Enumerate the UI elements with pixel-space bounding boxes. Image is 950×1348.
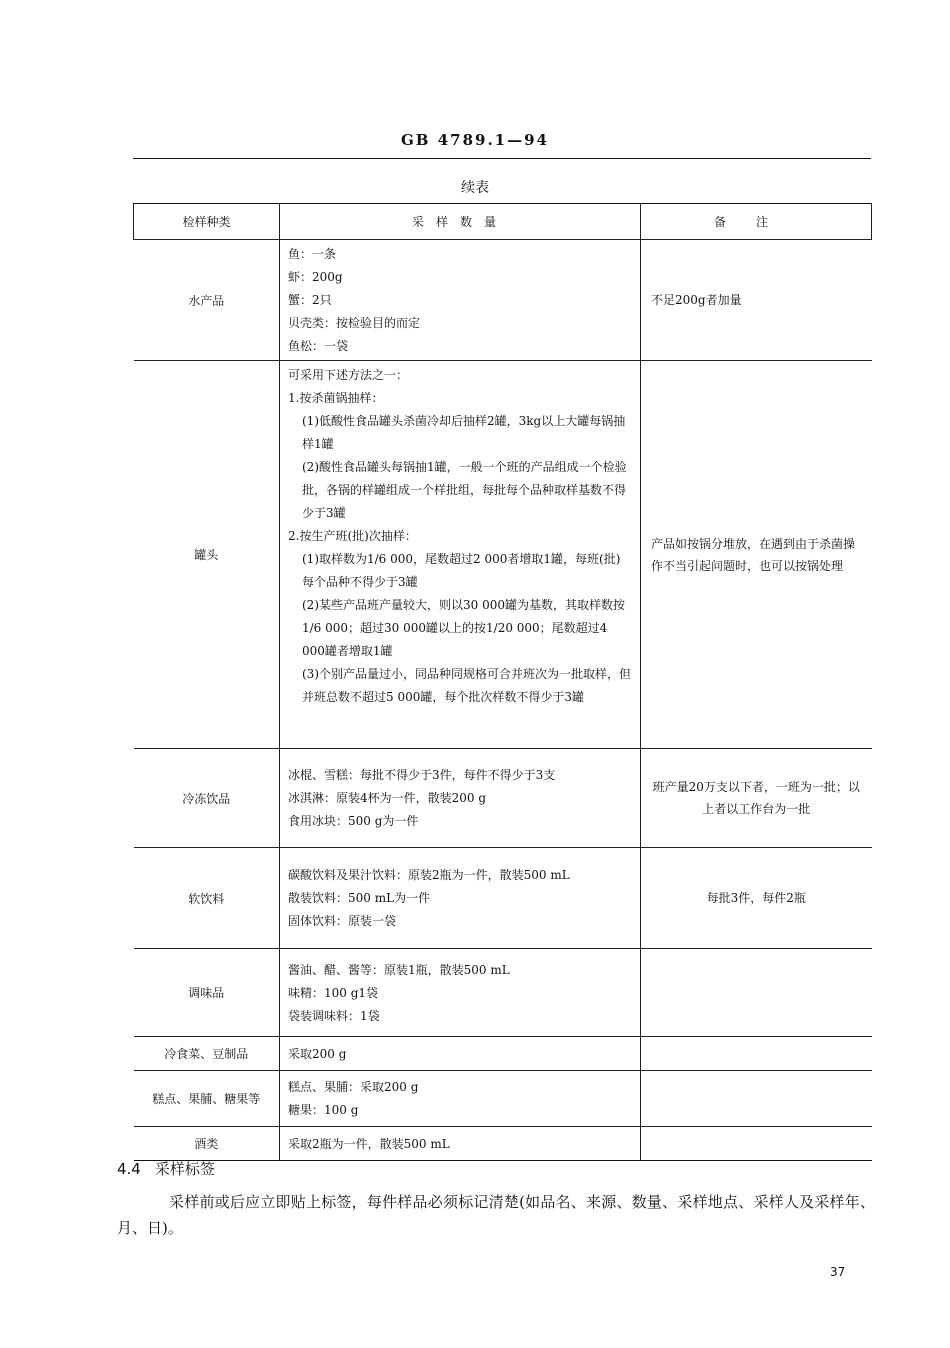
- quantity-line: 贝壳类：按检验目的而定: [288, 316, 421, 330]
- quantity-line: 虾：200g: [288, 270, 343, 284]
- quantity-line: 鱼：一条: [288, 247, 337, 261]
- row-quantity: [280, 1071, 641, 1127]
- quantity-line: 冰棍、雪糕：每批不得少于3件，每件不得少于3支: [288, 768, 556, 782]
- header-rule: [133, 158, 871, 159]
- row-quantity: [280, 361, 641, 749]
- quantity-line: 碳酸饮料及果汁饮料：原装2瓶为一件，散装500 mL: [288, 868, 570, 882]
- row-category: 酒类: [134, 1127, 280, 1161]
- quantity-line: 食用冰块：500 g为一件: [288, 814, 419, 828]
- quantity-line: 固体饮料：原装一袋: [288, 914, 397, 928]
- quantity-line: 2.按生产班(批)次抽样：: [288, 529, 417, 543]
- quantity-line: 冰淇淋：原装4杯为一件，散装200 g: [288, 791, 487, 805]
- table-row: [134, 848, 872, 949]
- row-note: [641, 1037, 872, 1071]
- quantity-line: 糕点、果脯：采取200 g: [288, 1080, 419, 1094]
- column-header-note: 备注: [641, 204, 872, 240]
- quantity-line: 味精：100 g1袋: [288, 985, 379, 1000]
- row-note: 班产量20万支以下者，一班为一批；以上者以工作台为一批: [641, 749, 872, 848]
- table-row: [134, 1127, 872, 1161]
- quantity-line: (1)取样数为1/6 000，尾数超过2 000者增取1罐，每班(批)每个品种不得少于3罐: [302, 552, 621, 589]
- row-category: 水产品: [134, 240, 280, 361]
- row-note: [641, 1127, 872, 1161]
- quantity-line: (2)酸性食品罐头每锅抽1罐，一般一个班的产品组成一个检验批，各锅的样罐组成一个样批组，每批每个品种取样基数不得少于3罐: [302, 460, 627, 520]
- table-row: [134, 749, 872, 848]
- quantity-line: (1)低酸性食品罐头杀菌冷却后抽样2罐，3kg以上大罐每锅抽样1罐: [302, 414, 626, 451]
- table-row: [134, 949, 872, 1037]
- section-number: 4.4: [117, 1160, 141, 1178]
- row-quantity: [280, 749, 641, 848]
- section-paragraph: 采样前或后应立即贴上标签，每件样品必须标记清楚(如品名、来源、数量、采样地点、采样人及采样年、月、日)。: [117, 1193, 875, 1237]
- row-category: 软饮料: [134, 848, 280, 949]
- row-category: 冷冻饮品: [134, 749, 280, 848]
- table-row: [134, 1037, 872, 1071]
- row-quantity: [280, 1037, 641, 1071]
- quantity-line: 1.按杀菌锅抽样：: [288, 391, 384, 405]
- row-note: [641, 1071, 872, 1127]
- quantity-line: (3)个别产品量过小，同品种同规格可合并班次为一批取样，但并班总数不超过5 000罐，每个批次样数不得少于3罐: [302, 667, 632, 704]
- table-row: [134, 1071, 872, 1127]
- section-title: 采样标签: [154, 1160, 215, 1178]
- section-heading: [117, 1158, 215, 1179]
- table-header-row: [134, 204, 872, 240]
- quantity-line: 采取2瓶为一件，散装500 mL: [288, 1136, 450, 1151]
- column-header-quantity: 采样数量: [280, 204, 641, 240]
- column-header-category: 检样种类: [134, 204, 280, 240]
- quantity-line: 鱼松：一袋: [288, 339, 349, 353]
- quantity-line: 可采用下述方法之一：: [288, 368, 409, 382]
- row-note: 每批3件，每件2瓶: [641, 848, 872, 949]
- quantity-line: 蟹：2只: [288, 293, 332, 307]
- row-quantity: [280, 949, 641, 1037]
- quantity-line: 糖果：100 g: [288, 1103, 359, 1117]
- row-category: 糕点、果脯、糖果等: [134, 1071, 280, 1127]
- standard-code: GB 4789.1—94: [401, 131, 549, 149]
- row-quantity: [280, 240, 641, 361]
- row-quantity: [280, 848, 641, 949]
- row-quantity: [280, 1127, 641, 1161]
- row-note: [641, 949, 872, 1037]
- page-number: 37: [830, 1265, 846, 1279]
- row-note: 不足200g者加量: [641, 240, 872, 361]
- quantity-line: (2)某些产品班产量较大，则以30 000罐为基数，其取样数按1/6 000；超过30 000罐以上的按1/20 000；尾数超过4 000罐者增取1罐: [302, 598, 625, 658]
- quantity-line: 采取200 g: [288, 1046, 347, 1061]
- table-caption: 续表: [461, 180, 489, 196]
- quantity-line: 袋装调味料：1袋: [288, 1008, 380, 1023]
- sampling-table: [133, 203, 872, 1161]
- table-row: [134, 361, 872, 749]
- row-category: 调味品: [134, 949, 280, 1037]
- quantity-line: 酱油、醋、酱等：原装1瓶，散装500 mL: [288, 962, 510, 977]
- row-category: 罐头: [134, 361, 280, 749]
- row-category: 冷食菜、豆制品: [134, 1037, 280, 1071]
- row-note: 产品如按锅分堆放，在遇到由于杀菌操作不当引起问题时，也可以按锅处理: [641, 361, 872, 749]
- table-row: [134, 240, 872, 361]
- quantity-line: 散装饮料：500 mL为一件: [288, 891, 431, 905]
